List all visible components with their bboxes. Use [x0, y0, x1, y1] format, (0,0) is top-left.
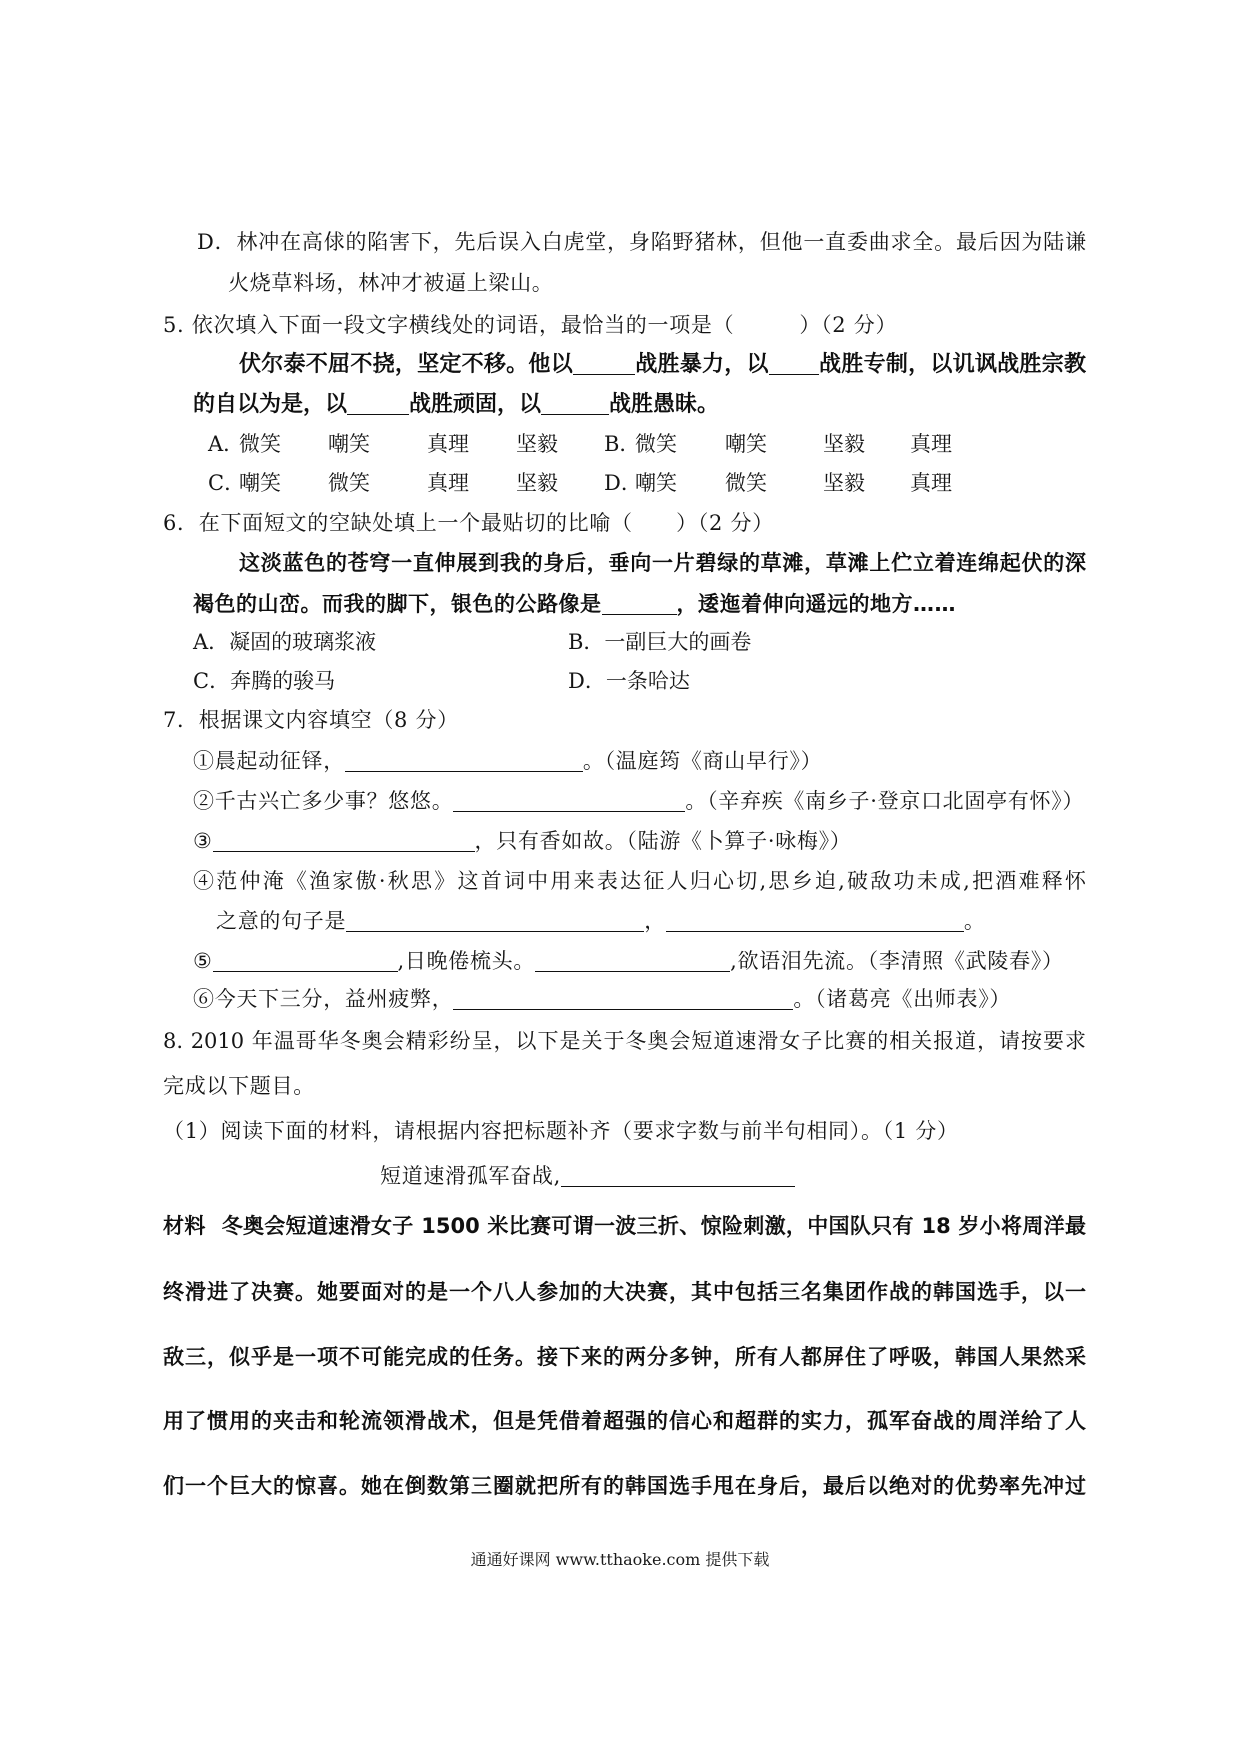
- q6-option-b: B．一副巨大的画卷: [568, 630, 752, 654]
- q7-item-text: ⑤: [193, 949, 213, 973]
- material-label: 材料: [163, 1214, 206, 1238]
- q5-blank-2: [769, 356, 819, 375]
- q5-option-word: 真理: [910, 471, 952, 495]
- q5-option-word: 微笑: [328, 471, 370, 495]
- q7-item-text: ②千古兴亡多少事？悠悠。: [193, 789, 454, 813]
- q8-title-line: [380, 1163, 795, 1189]
- q7-item-text: ①晨起动征铎，: [193, 749, 345, 773]
- q5-passage-text: 的自以为是，以: [193, 392, 348, 417]
- q5-passage-text: 战胜愚昧。: [609, 392, 720, 417]
- material-line-5: 们一个巨大的惊喜。她在倒数第三圈就把所有的韩国选手甩在身后，最后以绝对的优势率先冲过: [163, 1474, 1086, 1498]
- q6-option-a: A．凝固的玻璃浆液: [193, 630, 377, 654]
- material-text: 冬奥会短道速滑女子 1500 米比赛可谓一波三折、惊险刺激，中国队只有 18 岁小将周洋最: [221, 1214, 1086, 1238]
- q7-blank: [346, 913, 644, 932]
- q5-passage-text: 战胜暴力，以: [634, 352, 769, 377]
- page-footer: 通通好课网 www.tthaoke.com 提供下载: [470, 1550, 770, 1569]
- q5-option-word: 真理: [910, 432, 952, 456]
- q7-item-text: 。（温庭筠《商山早行》）: [582, 749, 823, 773]
- q5-passage-line-2: [193, 392, 719, 418]
- q6-option-d: D．一条哈达: [568, 669, 690, 693]
- q5-option-word: 真理: [427, 432, 469, 456]
- q5-option-word: 嘲笑: [635, 471, 677, 495]
- q7-item-text: ,日晚倦梳头。: [397, 949, 536, 973]
- q5-option-letter: D．: [604, 471, 642, 495]
- q7-blank: [453, 991, 793, 1010]
- material-line-1: [163, 1213, 1086, 1239]
- q7-blank: [345, 753, 583, 772]
- material-line-4: 用了惯用的夹击和轮流领滑战术，但是凭借着超强的信心和超群的实力，孤军奋战的周洋给了人: [163, 1409, 1086, 1433]
- q7-item-text: ⑥今天下三分，益州疲弊，: [193, 987, 454, 1011]
- material-line-2: 终滑进了决赛。她要面对的是一个八人参加的大决赛，其中包括三名集团作战的韩国选手，以一: [163, 1280, 1086, 1304]
- q4-option-d-line-1: D．林冲在高俅的陷害下，先后误入白虎堂，身陷野猪林，但他一直委曲求全。最后因为陆谦: [197, 230, 1086, 254]
- q7-item-text: 。: [963, 909, 986, 933]
- q6-passage-text: 褐色的山峦。而我的脚下，银色的公路像是: [193, 592, 602, 616]
- q5-option-word: 微笑: [725, 471, 767, 495]
- q6-stem: 6．在下面短文的空缺处填上一个最贴切的比喻（ ）（2 分）: [163, 511, 774, 535]
- q5-option-word: 真理: [427, 471, 469, 495]
- q8-stem-line-1: 8. 2010 年温哥华冬奥会精彩纷呈，以下是关于冬奥会短道速滑女子比赛的相关报道，请按要求: [163, 1029, 1086, 1053]
- q6-option-c: C．奔腾的骏马: [193, 669, 336, 693]
- q7-item-text: ③: [193, 829, 213, 853]
- q5-option-word: 微笑: [239, 432, 281, 456]
- q7-item-1: [193, 748, 822, 774]
- q5-option-letter: C．: [208, 471, 246, 495]
- q5-stem: 5. 依次填入下面一段文字横线处的词语，最恰当的一项是（ ）（2 分）: [163, 313, 898, 337]
- q7-stem: 7．根据课文内容填空（8 分）: [163, 708, 459, 732]
- q5-option-word: 坚毅: [516, 471, 558, 495]
- q8-stem-line-2: 完成以下题目。: [163, 1074, 315, 1098]
- q8-sub1-prompt: （1）阅读下面的材料，请根据内容把标题补齐（要求字数与前半句相同）。（1 分）: [163, 1119, 959, 1143]
- q5-passage-text: 战胜专制，以讥讽战胜宗教: [818, 352, 1086, 377]
- q5-option-word: 坚毅: [823, 432, 865, 456]
- q7-item-3: [193, 828, 852, 854]
- q7-item-4-line-1: ④范仲淹《渔家傲·秋思》这首词中用来表达征人归心切,思乡迫,破敌功未成,把酒难释怀: [193, 869, 1086, 893]
- material-line-3: 敌三，似乎是一项不可能完成的任务。接下来的两分多钟，所有人都屏住了呼吸，韩国人果然采: [163, 1345, 1086, 1369]
- q7-item-text: 之意的句子是: [216, 909, 347, 933]
- q6-blank: [602, 596, 677, 615]
- q5-option-letter: B．: [604, 432, 641, 456]
- q4-option-d-line-2: 火烧草料场，林冲才被逼上梁山。: [228, 271, 554, 295]
- q6-passage-line-2: [193, 591, 956, 617]
- q8-title-blank: [561, 1168, 795, 1187]
- q5-passage-text: 伏尔泰不屈不挠，坚定不移。他以: [239, 352, 573, 377]
- q8-title-first-half: 短道速滑孤军奋战,: [380, 1164, 561, 1188]
- q5-blank-3: [347, 396, 409, 415]
- q5-option-word: 坚毅: [823, 471, 865, 495]
- q5-passage-line-1: [239, 352, 1086, 378]
- q5-option-word: 嘲笑: [725, 432, 767, 456]
- q7-item-text: 。（辛弃疾《南乡子·登京口北固亭有怀》）: [685, 789, 1085, 813]
- q5-option-word: 嘲笑: [239, 471, 281, 495]
- q7-blank: [666, 913, 964, 932]
- q5-passage-text: 战胜顽固，以: [409, 392, 542, 417]
- q7-blank: [453, 793, 685, 812]
- q5-option-word: 坚毅: [516, 432, 558, 456]
- q7-item-5: [193, 948, 1064, 974]
- q5-option-word: 嘲笑: [328, 432, 370, 456]
- q5-blank-1: [573, 356, 635, 375]
- q5-option-letter: A．: [208, 432, 245, 456]
- q6-passage-text: ，逶迤着伸向遥远的地方……: [676, 592, 956, 616]
- q7-blank: [213, 833, 475, 852]
- q7-item-6: [193, 986, 1011, 1012]
- q5-blank-4: [541, 396, 609, 415]
- q7-item-text: ，只有香如故。（陆游《卜算子·咏梅》）: [474, 829, 852, 853]
- q7-item-text: 。（诸葛亮《出师表》）: [793, 987, 1012, 1011]
- q7-blank: [213, 953, 398, 972]
- q7-item-2: [193, 788, 1084, 814]
- q7-item-text: ,欲语泪先流。（李清照《武陵春》）: [730, 949, 1064, 973]
- q7-item-text: ，: [644, 909, 666, 933]
- q7-item-4-line-2: [216, 908, 986, 934]
- q5-option-word: 微笑: [635, 432, 677, 456]
- q7-blank: [535, 953, 730, 972]
- q6-passage-line-1: 这淡蓝色的苍穹一直伸展到我的身后，垂向一片碧绿的草滩，草滩上伫立着连绵起伏的深: [239, 551, 1086, 575]
